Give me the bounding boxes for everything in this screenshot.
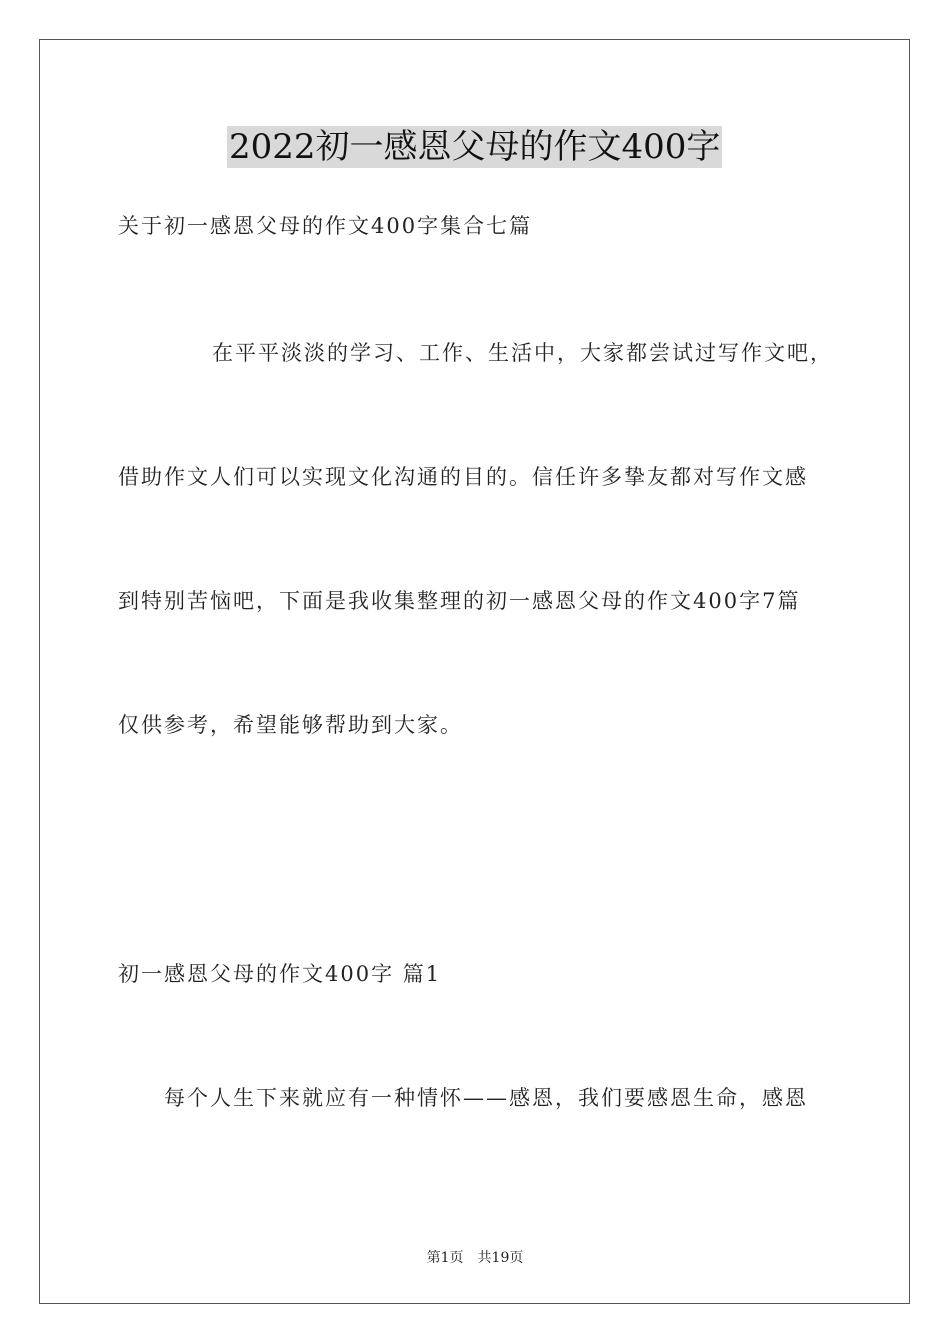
intro-line-1: 在平平淡淡的学习、工作、生活中，大家都尝试过写作文吧， [212, 341, 833, 365]
document-title: 2022初一感恩父母的作文400字 [229, 127, 721, 167]
document-subtitle: 关于初一感恩父母的作文400字集合七篇 [118, 214, 533, 238]
page-total: 共19页 [477, 1250, 524, 1266]
section-heading: 初一感恩父母的作文400字 篇1 [118, 962, 442, 986]
page-number: 第1页 [426, 1250, 464, 1266]
section-paragraph-line-1: 每个人生下来就应有一种情怀——感恩，我们要感恩生命，感恩 [164, 1086, 808, 1110]
page-footer [0, 1247, 950, 1267]
intro-line-3: 到特别苦恼吧，下面是我收集整理的初一感恩父母的作文400字7篇 [118, 589, 801, 613]
intro-line-4: 仅供参考，希望能够帮助到大家。 [118, 713, 463, 737]
intro-line-2: 借助作文人们可以实现文化沟通的目的。信任许多挚友都对写作文感 [118, 465, 808, 489]
